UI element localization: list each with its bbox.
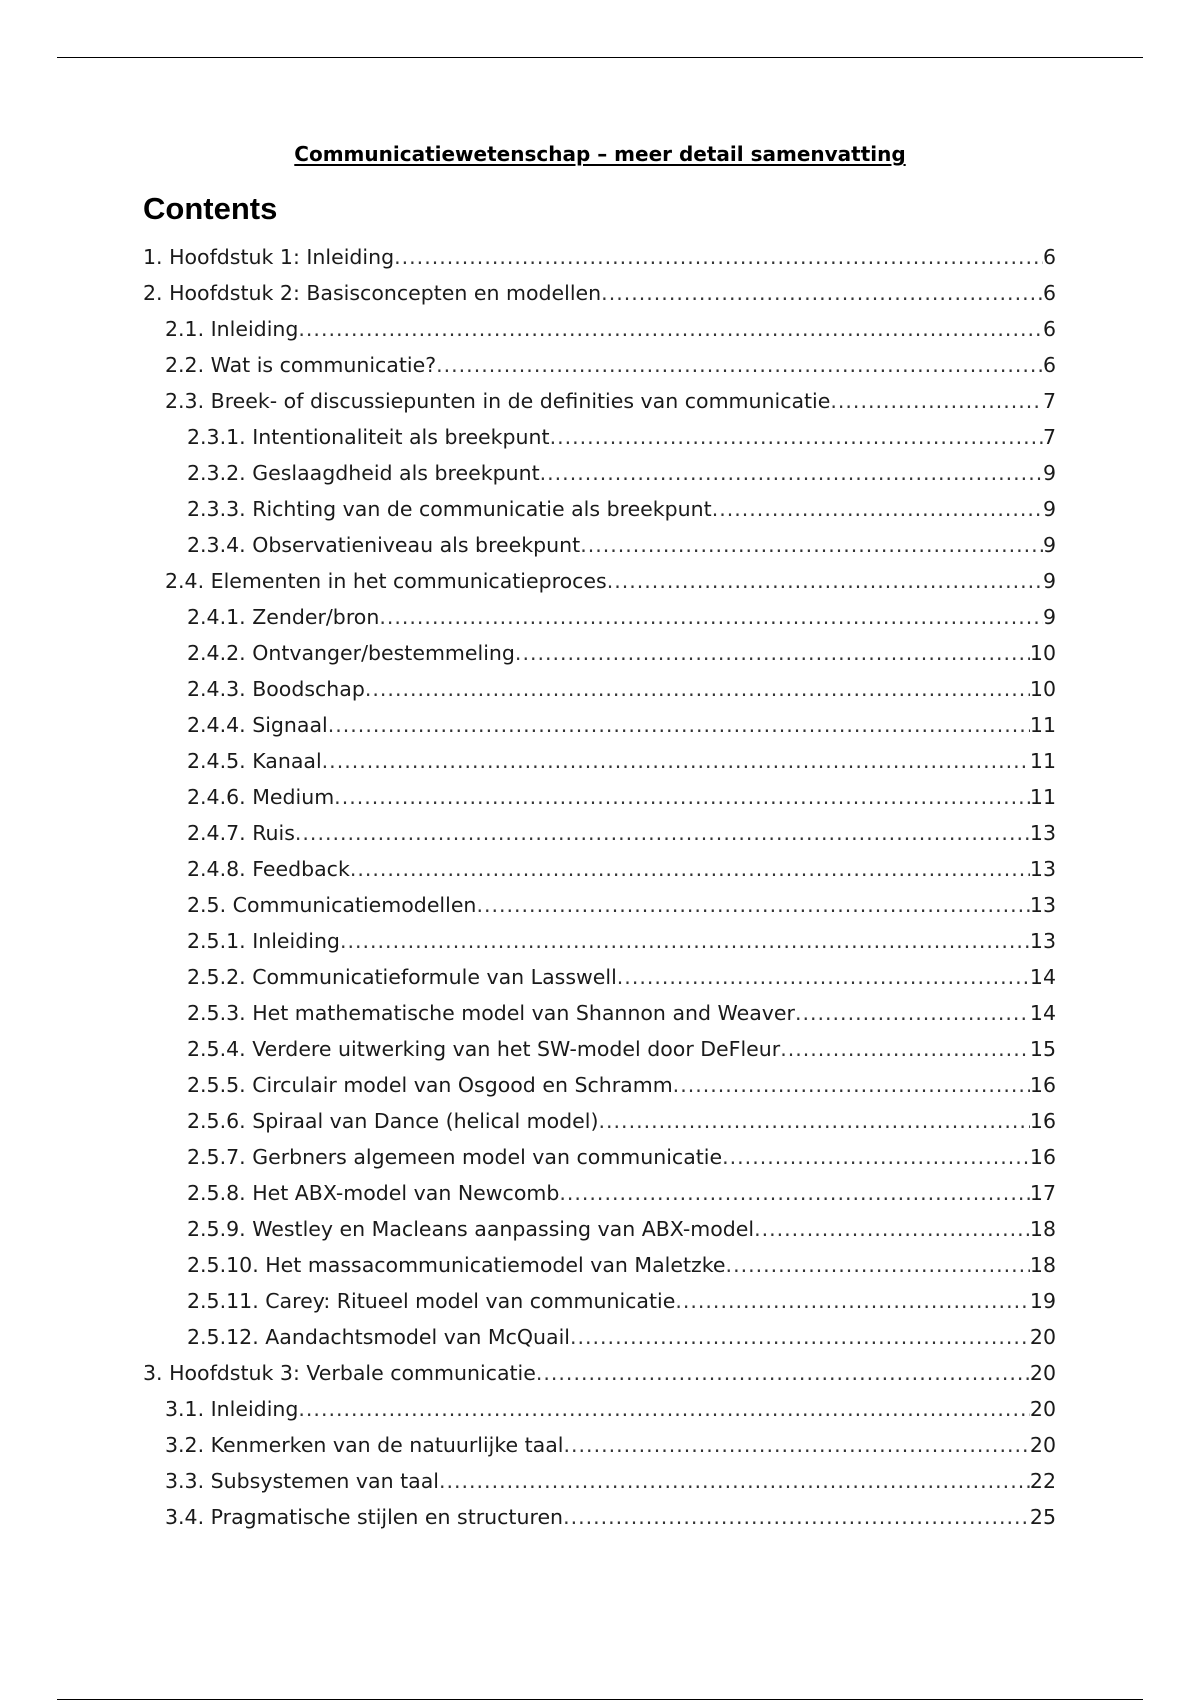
toc-dot-leader xyxy=(365,671,1030,707)
toc-entry[interactable] xyxy=(143,527,1056,563)
toc-page-number[interactable]: 9 xyxy=(1042,605,1056,629)
toc-dot-leader xyxy=(673,1067,1030,1103)
toc-entry[interactable] xyxy=(143,671,1056,707)
toc-entry-label[interactable]: 2.4.7. Ruis xyxy=(187,821,295,845)
toc-dot-leader xyxy=(476,887,1029,923)
toc-dot-leader xyxy=(726,1247,1030,1283)
toc-entry[interactable] xyxy=(143,779,1056,815)
toc-entry[interactable] xyxy=(143,1283,1056,1319)
toc-page-number[interactable]: 9 xyxy=(1042,461,1056,485)
toc-entry[interactable] xyxy=(143,599,1056,635)
toc-dot-leader xyxy=(712,491,1043,527)
toc-page-number[interactable]: 11 xyxy=(1029,713,1056,737)
toc-page-number[interactable]: 11 xyxy=(1029,749,1056,773)
toc-dot-leader xyxy=(298,311,1043,347)
toc-entry[interactable] xyxy=(143,1031,1056,1067)
toc-entry[interactable] xyxy=(143,1139,1056,1175)
toc-page-number[interactable]: 9 xyxy=(1042,497,1056,521)
toc-page-number[interactable]: 6 xyxy=(1042,353,1056,377)
toc-entry[interactable] xyxy=(143,1355,1056,1391)
toc-dot-leader xyxy=(322,743,1030,779)
toc-entry[interactable] xyxy=(143,275,1056,311)
toc-dot-leader xyxy=(601,275,1043,311)
toc-entry-label[interactable]: 2.3.2. Geslaagdheid als breekpunt xyxy=(187,461,540,485)
toc-page-number[interactable]: 11 xyxy=(1029,785,1056,809)
toc-entry[interactable] xyxy=(143,923,1056,959)
toc-page-number[interactable]: 17 xyxy=(1029,1181,1056,1205)
toc-entry-label[interactable]: 2.5.6. Spiraal van Dance (helical model) xyxy=(187,1109,599,1133)
toc-entry-label[interactable]: 2.5.8. Het ABX-model van Newcomb xyxy=(187,1181,560,1205)
toc-page-number[interactable]: 13 xyxy=(1029,929,1056,953)
toc-dot-leader xyxy=(795,995,1030,1031)
toc-page-number[interactable]: 14 xyxy=(1029,1001,1056,1025)
toc-entry[interactable] xyxy=(143,455,1056,491)
toc-dot-leader xyxy=(350,851,1030,887)
toc-entry-label[interactable]: 2.5.4. Verdere uitwerking van het SW-model door DeFleur xyxy=(187,1037,781,1061)
toc-entry-label[interactable]: 2.5.5. Circulair model van Osgood en Schramm xyxy=(187,1073,673,1097)
toc-dot-leader xyxy=(540,455,1043,491)
toc-entry[interactable] xyxy=(143,1247,1056,1283)
toc-entry[interactable] xyxy=(143,959,1056,995)
toc-dot-leader xyxy=(780,1031,1030,1067)
toc-entry-label[interactable]: 2.5.10. Het massacommunicatiemodel van Maletzke xyxy=(187,1253,726,1277)
toc-heading: Contents xyxy=(143,191,278,226)
toc-entry[interactable] xyxy=(143,383,1056,419)
toc-dot-leader xyxy=(379,599,1043,635)
toc-entry[interactable] xyxy=(143,419,1056,455)
toc-entry-label[interactable]: 3.4. Pragmatische stijlen en structuren xyxy=(165,1505,564,1529)
toc-page-number[interactable]: 18 xyxy=(1029,1217,1056,1241)
toc-entry[interactable] xyxy=(143,1427,1056,1463)
toc-page-number[interactable]: 15 xyxy=(1029,1037,1056,1061)
toc-entry[interactable] xyxy=(143,851,1056,887)
toc-dot-leader xyxy=(607,563,1043,599)
toc-entry-label[interactable]: 2.4.5. Kanaal xyxy=(187,749,322,773)
toc-entry-label[interactable]: 2.5.1. Inleiding xyxy=(187,929,340,953)
toc-dot-leader xyxy=(599,1103,1030,1139)
toc-entry-label[interactable]: 2.5.9. Westley en Macleans aanpassing van ABX-model xyxy=(187,1217,755,1241)
toc-entry-label[interactable]: 2.5. Communicatiemodellen xyxy=(187,893,477,917)
toc-entry-label[interactable]: 2.4.8. Feedback xyxy=(187,857,350,881)
toc-dot-leader xyxy=(580,527,1043,563)
toc-entry-label[interactable]: 2.4.6. Medium xyxy=(187,785,335,809)
toc-entry-label[interactable]: 3. Hoofdstuk 3: Verbale communicatie xyxy=(143,1361,536,1385)
toc-entry[interactable] xyxy=(143,1211,1056,1247)
toc-page-number[interactable]: 9 xyxy=(1042,569,1056,593)
toc-dot-leader xyxy=(563,1499,1030,1535)
toc-entry-label[interactable]: 2.4.4. Signaal xyxy=(187,713,328,737)
toc-page-number[interactable]: 9 xyxy=(1042,533,1056,557)
toc-page-number[interactable]: 20 xyxy=(1029,1433,1056,1457)
toc-dot-leader xyxy=(536,1355,1030,1391)
toc-dot-leader xyxy=(617,959,1030,995)
toc-page-number[interactable]: 14 xyxy=(1029,965,1056,989)
toc-entry[interactable] xyxy=(143,1391,1056,1427)
toc-entry-label[interactable]: 2.3. Breek- of discussiepunten in de definities van communicatie xyxy=(165,389,831,413)
toc-dot-leader xyxy=(564,1427,1030,1463)
toc-page-number[interactable]: 16 xyxy=(1029,1073,1056,1097)
toc-entry-label[interactable]: 2.1. Inleiding xyxy=(165,317,299,341)
toc-dot-leader xyxy=(515,635,1030,671)
toc-page-number[interactable]: 13 xyxy=(1029,857,1056,881)
toc-page-number[interactable]: 16 xyxy=(1029,1109,1056,1133)
toc-entry-label[interactable]: 3.3. Subsystemen van taal xyxy=(165,1469,439,1493)
toc-page-number[interactable]: 6 xyxy=(1042,245,1056,269)
toc-entry[interactable] xyxy=(143,1463,1056,1499)
toc-entry-label[interactable]: 3.1. Inleiding xyxy=(165,1397,299,1421)
toc-entry-label[interactable]: 2.2. Wat is communicatie? xyxy=(165,353,437,377)
toc-entry[interactable] xyxy=(143,887,1056,923)
toc-dot-leader xyxy=(436,347,1043,383)
toc-entry-label[interactable]: 2.3.3. Richting van de communicatie als breekpunt xyxy=(187,497,712,521)
toc-page-number[interactable]: 20 xyxy=(1029,1361,1056,1385)
toc-page-number[interactable]: 20 xyxy=(1029,1325,1056,1349)
toc-dot-leader xyxy=(754,1211,1030,1247)
toc-entry-label[interactable]: 2.5.11. Carey: Ritueel model van communicatie xyxy=(187,1289,676,1313)
toc-page-number[interactable]: 16 xyxy=(1029,1145,1056,1169)
toc-entry[interactable] xyxy=(143,239,1056,275)
toc-dot-leader xyxy=(570,1319,1030,1355)
toc-entry[interactable] xyxy=(143,311,1056,347)
toc-page-number[interactable]: 6 xyxy=(1042,281,1056,305)
toc-dot-leader xyxy=(675,1283,1030,1319)
toc-page-number[interactable]: 10 xyxy=(1029,641,1056,665)
header-rule xyxy=(57,57,1143,58)
toc-dot-leader xyxy=(559,1175,1030,1211)
toc-entry[interactable] xyxy=(143,491,1056,527)
toc-page-number[interactable]: 18 xyxy=(1029,1253,1056,1277)
toc-entry-label[interactable]: 2.3.1. Intentionaliteit als breekpunt xyxy=(187,425,550,449)
toc-entry[interactable] xyxy=(143,1319,1056,1355)
toc-page-number[interactable]: 13 xyxy=(1029,821,1056,845)
toc-page-number[interactable]: 7 xyxy=(1042,425,1056,449)
toc-entry-label[interactable]: 2.5.2. Communicatieformule van Lasswell xyxy=(187,965,617,989)
toc-page-number[interactable]: 20 xyxy=(1029,1397,1056,1421)
toc-entry-label[interactable]: 2.5.12. Aandachtsmodel van McQuail xyxy=(187,1325,570,1349)
toc-entry-label[interactable]: 1. Hoofdstuk 1: Inleiding xyxy=(143,245,395,269)
toc-page-number[interactable]: 25 xyxy=(1029,1505,1056,1529)
toc-entry-label[interactable]: 2.4.3. Boodschap xyxy=(187,677,365,701)
toc-entry[interactable] xyxy=(143,635,1056,671)
toc-entry-label[interactable]: 2.3.4. Observatieniveau als breekpunt xyxy=(187,533,581,557)
toc-dot-leader xyxy=(298,1391,1030,1427)
toc-dot-leader xyxy=(328,707,1030,743)
toc-entry-label[interactable]: 2.5.3. Het mathematische model van Shannon and Weaver xyxy=(187,1001,795,1025)
toc-page-number[interactable]: 13 xyxy=(1029,893,1056,917)
toc-entry[interactable] xyxy=(143,347,1056,383)
toc-dot-leader xyxy=(295,815,1030,851)
toc-entry[interactable] xyxy=(143,1067,1056,1103)
toc-entry-label[interactable]: 3.2. Kenmerken van de natuurlijke taal xyxy=(165,1433,564,1457)
toc-page-number[interactable]: 19 xyxy=(1029,1289,1056,1313)
toc-entry-label[interactable]: 2.4.2. Ontvanger/bestemmeling xyxy=(187,641,515,665)
toc-page-number[interactable]: 22 xyxy=(1029,1469,1056,1493)
toc-entry[interactable] xyxy=(143,563,1056,599)
toc-entry-label[interactable]: 2.5.7. Gerbners algemeen model van communicatie xyxy=(187,1145,723,1169)
toc-dot-leader xyxy=(394,239,1043,275)
toc-entry-label[interactable]: 2.4.1. Zender/bron xyxy=(187,605,380,629)
document-title: Communicatiewetenschap – meer detail samenvatting xyxy=(294,142,906,166)
toc-dot-leader xyxy=(334,779,1030,815)
toc-dot-leader xyxy=(439,1463,1030,1499)
toc-entry[interactable] xyxy=(143,743,1056,779)
toc-entry-label[interactable]: 2. Hoofdstuk 2: Basisconcepten en modellen xyxy=(143,281,602,305)
toc-entry[interactable] xyxy=(143,1103,1056,1139)
table-of-contents xyxy=(143,239,1056,1535)
toc-dot-leader xyxy=(722,1139,1030,1175)
toc-entry[interactable] xyxy=(143,995,1056,1031)
toc-page-number[interactable]: 6 xyxy=(1042,317,1056,341)
toc-entry[interactable] xyxy=(143,1499,1056,1535)
toc-dot-leader xyxy=(830,383,1043,419)
toc-page-number[interactable]: 10 xyxy=(1029,677,1056,701)
toc-entry[interactable] xyxy=(143,707,1056,743)
toc-dot-leader xyxy=(550,419,1043,455)
toc-dot-leader xyxy=(340,923,1030,959)
toc-entry-label[interactable]: 2.4. Elementen in het communicatieproces xyxy=(165,569,607,593)
toc-entry[interactable] xyxy=(143,1175,1056,1211)
toc-entry[interactable] xyxy=(143,815,1056,851)
toc-page-number[interactable]: 7 xyxy=(1042,389,1056,413)
